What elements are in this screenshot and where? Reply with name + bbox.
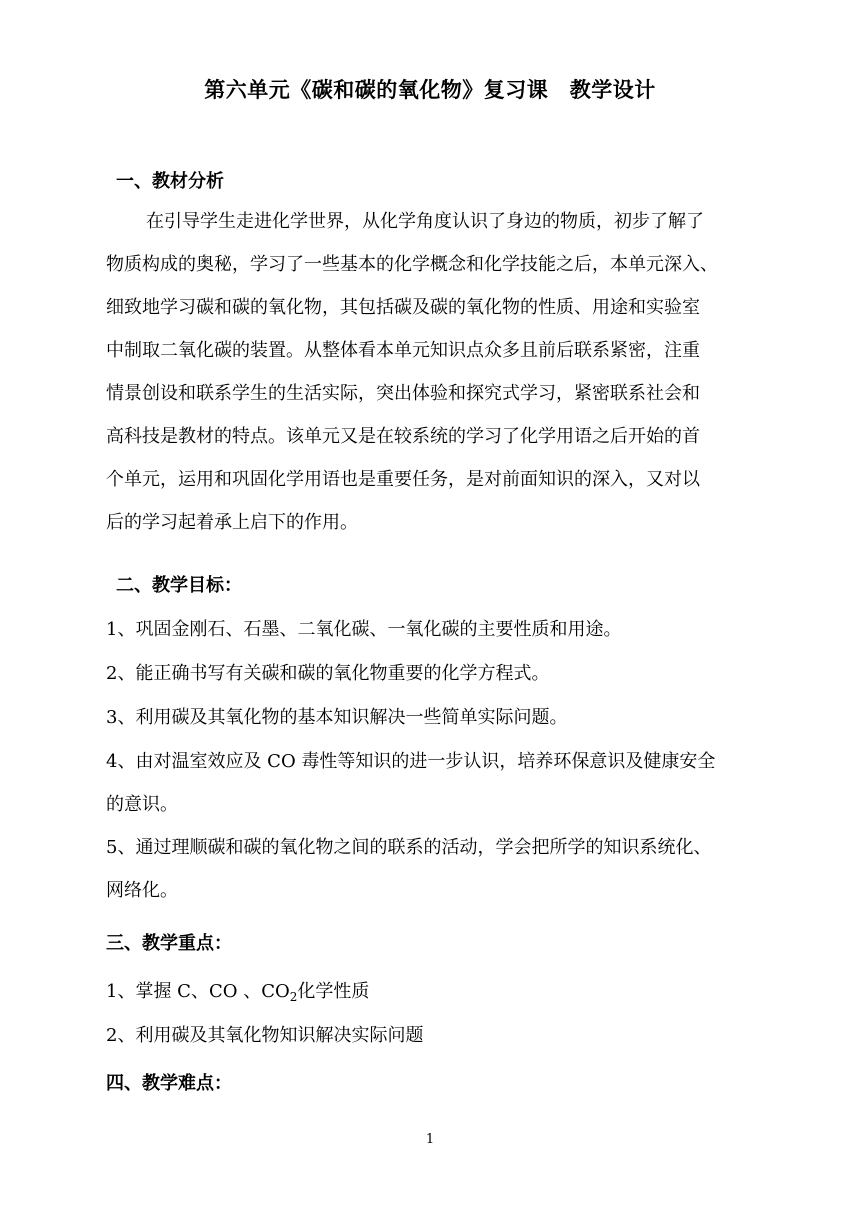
goal-line: 的意识。 xyxy=(106,794,178,815)
section-heading-difficulties: 四、教学难点： xyxy=(106,1073,232,1094)
goal-line: 2、能正确书写有关碳和碳的氧化物重要的化学方程式。 xyxy=(106,663,550,684)
page-number: 1 xyxy=(425,1132,435,1147)
section-heading-key-points: 三、教学重点： xyxy=(106,933,232,954)
goal-line: 网络化。 xyxy=(106,880,178,901)
paragraph-line: 在引导学生走进化学世界，从化学角度认识了身边的物质，初步了解了 xyxy=(146,211,704,232)
goal-item-2 xyxy=(106,652,770,695)
paragraph-line: 细致地学习碳和碳的氧化物，其包括碳及碳的氧化物的性质、用途和实验室 xyxy=(106,297,700,318)
document-title: 第六单元《碳和碳的氧化物》复习课 教学设计 xyxy=(204,78,656,102)
section-heading-analysis: 一、教材分析 xyxy=(116,171,224,192)
paragraph-line: 高科技是教材的特点。该单元又是在较系统的学习了化学用语之后开始的首 xyxy=(106,426,700,447)
goal-item-3 xyxy=(106,696,770,739)
key-point-item-1 xyxy=(106,970,770,1013)
key-point-line: 2、利用碳及其氧化物知识解决实际问题 xyxy=(106,1025,424,1046)
paragraph-line: 中制取二氧化碳的装置。从整体看本单元知识点众多且前后联系紧密，注重 xyxy=(106,340,700,361)
key-point-line xyxy=(106,970,770,1013)
goal-line: 4、由对温室效应及 CO 毒性等知识的进一步认识，培养环保意识及健康安全 xyxy=(106,751,716,772)
paragraph-line: 个单元，运用和巩固化学用语也是重要任务，是对前面知识的深入，又对以 xyxy=(106,469,700,490)
key-point-item-2 xyxy=(106,1014,770,1057)
goal-line: 1、巩固金刚石、石墨、二氧化碳、一氧化碳的主要性质和用途。 xyxy=(106,619,622,640)
goal-item-1 xyxy=(106,608,770,651)
paragraph-line: 后的学习起着承上启下的作用。 xyxy=(106,512,358,533)
goal-line: 5、通过理顺碳和碳的氧化物之间的联系的活动，学会把所学的知识系统化、 xyxy=(106,837,712,858)
key-point-prefix: 1、掌握 C、CO 、CO xyxy=(106,981,290,1002)
key-point-suffix: 化学性质 xyxy=(297,981,370,1002)
paragraph-line: 物质构成的奥秘，学习了一些基本的化学概念和化学技能之后，本单元深入、 xyxy=(106,254,718,275)
goal-item-5 xyxy=(106,826,770,912)
section-heading-goals: 二、教学目标： xyxy=(116,575,242,596)
goal-line: 3、利用碳及其氧化物的基本知识解决一些简单实际问题。 xyxy=(106,707,568,728)
analysis-paragraph xyxy=(106,200,770,544)
paragraph-line: 情景创设和联系学生的生活实际，突出体验和探究式学习，紧密联系社会和 xyxy=(106,383,700,404)
co2-subscript: 2 xyxy=(289,990,298,1004)
goal-item-4 xyxy=(106,740,770,826)
